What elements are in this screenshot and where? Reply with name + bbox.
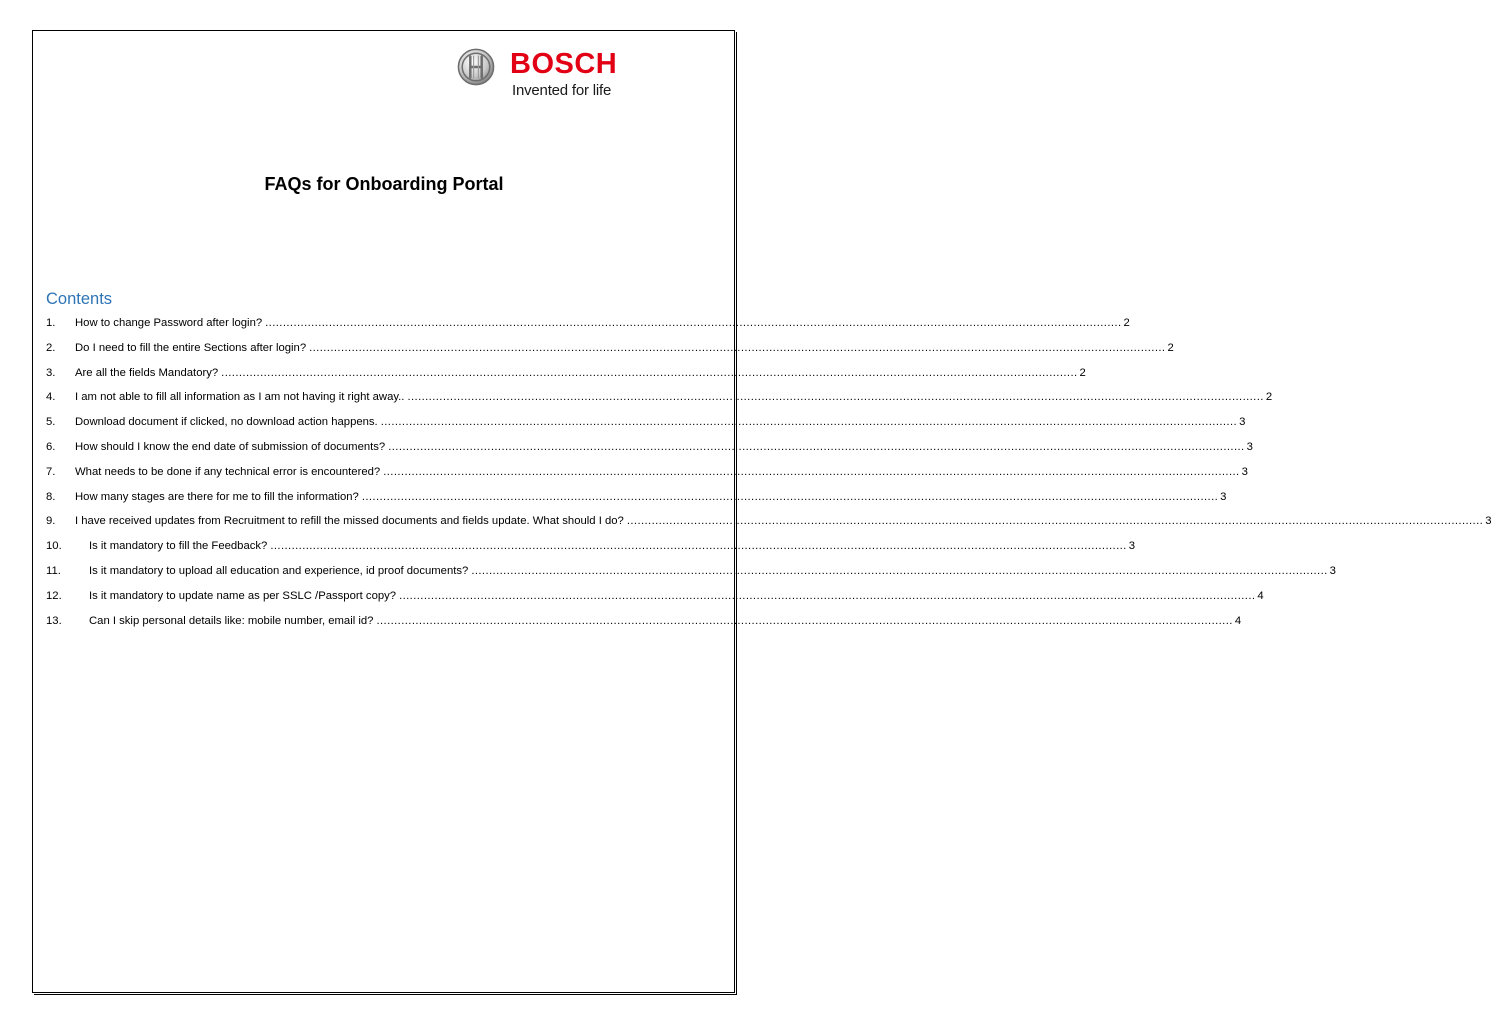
- toc-entry-page: 2: [1265, 391, 1273, 404]
- toc-entry-page: 3: [1485, 515, 1491, 528]
- toc-entry-number: 12.: [46, 589, 62, 602]
- toc-entry-title: How should I know the end date of submission of documents?: [75, 440, 386, 453]
- bosch-armature-icon: [457, 48, 495, 86]
- toc-entry-number: 13.: [46, 614, 62, 627]
- page-shadow-bottom: [34, 994, 737, 995]
- toc-entry-number: 6.: [46, 440, 56, 453]
- toc-dot-leader: [218, 361, 1077, 386]
- toc-entry-number: 8.: [46, 490, 56, 503]
- toc-entry[interactable]: [46, 385, 1273, 410]
- toc-entry-page: 2: [1123, 317, 1130, 329]
- bosch-wordmark: BOSCH: [510, 48, 618, 80]
- toc-entry-number: 5.: [46, 416, 56, 429]
- toc-dot-leader: [378, 410, 1237, 435]
- toc-dot-leader: [306, 336, 1165, 361]
- toc-entry[interactable]: [46, 336, 1174, 361]
- toc-entry-title: Are all the fields Mandatory?: [75, 366, 219, 379]
- table-of-contents: [46, 311, 1491, 633]
- toc-entry-title: How many stages are there for me to fill the information?: [75, 490, 359, 503]
- document-title: FAQs for Onboarding Portal: [264, 174, 504, 194]
- toc-entry-page: 4: [1257, 589, 1264, 602]
- toc-entry-page: 3: [1220, 490, 1227, 503]
- toc-entry-page: 3: [1239, 416, 1246, 429]
- toc-entry-number: 1.: [46, 317, 56, 329]
- toc-entry-page: 3: [1246, 440, 1253, 453]
- toc-entry-page: 3: [1329, 564, 1336, 577]
- toc-entry[interactable]: [46, 485, 1227, 510]
- toc-entry-title: I am not able to fill all information as I am not having it right away..: [75, 391, 405, 404]
- toc-entry-page: 2: [1079, 366, 1086, 379]
- toc-dot-leader: [468, 559, 1327, 584]
- toc-dot-leader: [396, 584, 1255, 609]
- toc-entry-number: 4.: [46, 391, 56, 404]
- toc-dot-leader: [380, 460, 1239, 485]
- toc-entry[interactable]: [46, 509, 1491, 534]
- bosch-tagline: Invented for life: [512, 82, 612, 99]
- toc-entry-page: 2: [1167, 341, 1174, 354]
- toc-entry[interactable]: [46, 410, 1246, 435]
- toc-entry-number: 2.: [46, 341, 56, 354]
- toc-dot-leader: [373, 609, 1232, 634]
- toc-dot-leader: [404, 385, 1263, 410]
- toc-entry-title: I have received updates from Recruitment to refill the missed documents and fields update. What should I do?: [75, 515, 624, 528]
- bosch-logo: [457, 44, 647, 104]
- toc-entry-title: Is it mandatory to fill the Feedback?: [89, 540, 268, 553]
- toc-dot-leader: [385, 435, 1244, 460]
- toc-entry[interactable]: [46, 361, 1086, 386]
- toc-entry-number: 10.: [46, 540, 62, 553]
- toc-entry[interactable]: [46, 460, 1248, 485]
- contents-heading: Contents: [46, 290, 113, 308]
- toc-entry-title: Is it mandatory to upload all education and experience, id proof documents?: [89, 564, 469, 577]
- toc-entry[interactable]: [46, 559, 1336, 584]
- toc-entry-title: Can I skip personal details like: mobile number, email id?: [89, 614, 374, 627]
- toc-entry[interactable]: [46, 584, 1264, 609]
- toc-entry-title: Do I need to fill the entire Sections after login?: [75, 341, 307, 354]
- toc-entry-page: 3: [1128, 540, 1135, 553]
- toc-dot-leader: [624, 509, 1483, 534]
- toc-entry[interactable]: [46, 534, 1135, 559]
- toc-dot-leader: [359, 485, 1218, 510]
- toc-entry[interactable]: [46, 609, 1242, 634]
- toc-entry-page: 4: [1234, 614, 1242, 627]
- toc-entry-title: What needs to be done if any technical error is encountered?: [75, 465, 381, 478]
- toc-entry-number: 9.: [46, 515, 56, 528]
- toc-dot-leader: [262, 311, 1121, 336]
- toc-entry-number: 7.: [46, 465, 56, 478]
- toc-entry[interactable]: [46, 311, 1130, 336]
- toc-dot-leader: [267, 534, 1126, 559]
- toc-entry-number: 11.: [46, 564, 61, 577]
- toc-entry-title: Download document if clicked, no download action happens.: [75, 416, 378, 429]
- toc-entry-title: Is it mandatory to update name as per SSLC /Passport copy?: [89, 589, 397, 602]
- toc-entry[interactable]: [46, 435, 1253, 460]
- toc-entry-page: 3: [1241, 465, 1248, 478]
- toc-entry-title: How to change Password after login?: [75, 317, 263, 329]
- toc-entry-number: 3.: [46, 366, 56, 379]
